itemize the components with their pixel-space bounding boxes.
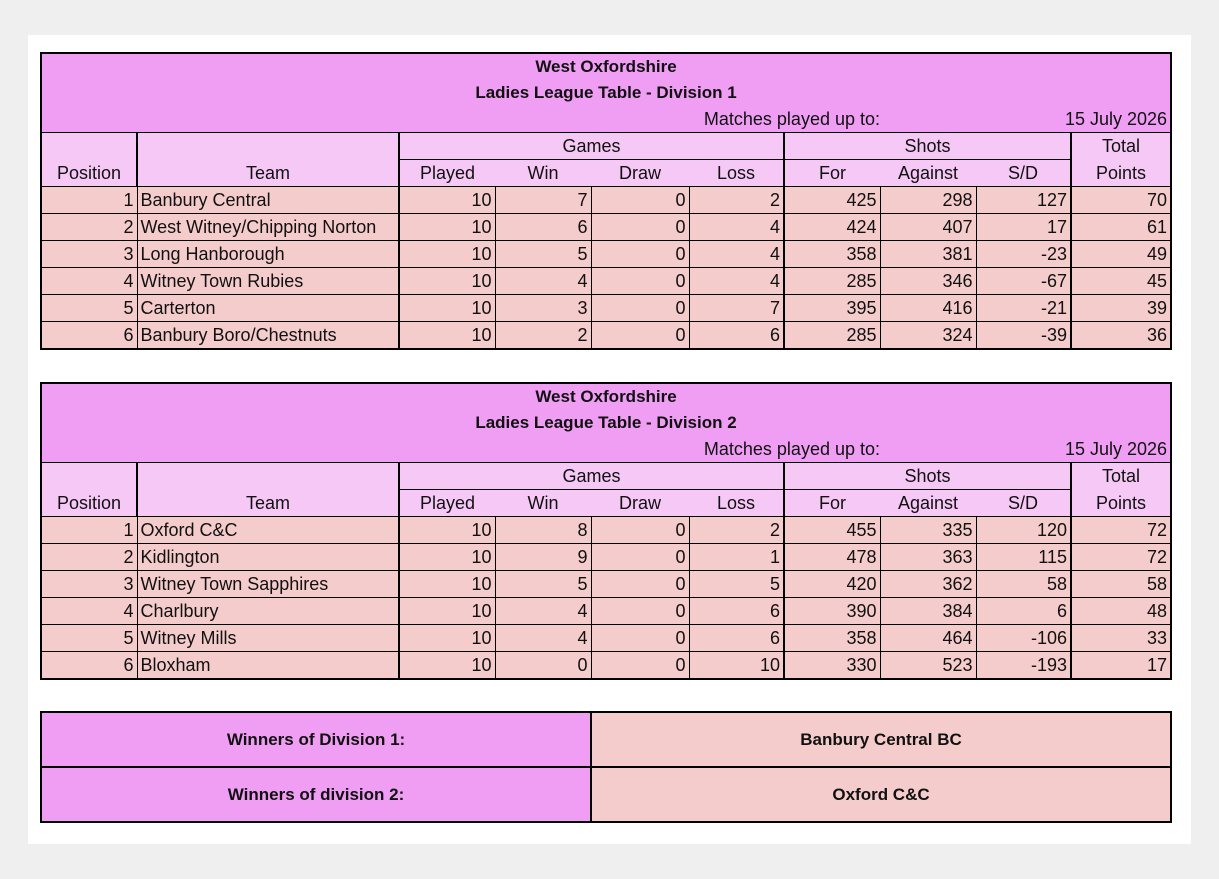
- cell-team: Banbury Boro/Chestnuts: [137, 322, 399, 350]
- cell-points: 72: [1071, 544, 1171, 571]
- cell-for: 285: [784, 322, 880, 350]
- cell-sd: -193: [976, 652, 1071, 680]
- cell-played: 10: [399, 322, 495, 350]
- cell-draw: 0: [591, 571, 689, 598]
- cell-win: 8: [495, 517, 591, 544]
- cell-against: 407: [880, 214, 976, 241]
- cell-win: 4: [495, 598, 591, 625]
- cell-draw: 0: [591, 187, 689, 214]
- cell-played: 10: [399, 268, 495, 295]
- cell-for: 358: [784, 241, 880, 268]
- cell-for: 425: [784, 187, 880, 214]
- cell-win: 4: [495, 625, 591, 652]
- cell-sd: -23: [976, 241, 1071, 268]
- cell-points: 45: [1071, 268, 1171, 295]
- cell-win: 5: [495, 241, 591, 268]
- cell-points: 48: [1071, 598, 1171, 625]
- cell-against: 362: [880, 571, 976, 598]
- loss-header: Loss: [689, 160, 784, 187]
- winners-division-2-value: Oxford C&C: [591, 767, 1171, 822]
- cell-loss: 6: [689, 598, 784, 625]
- games-group-header: Games: [399, 463, 784, 490]
- winners-division-1-value: Banbury Central BC: [591, 712, 1171, 767]
- for-header: For: [784, 490, 880, 517]
- table-title-line-2: Ladies League Table - Division 1: [41, 80, 1171, 106]
- cell-draw: 0: [591, 214, 689, 241]
- cell-position: 1: [41, 187, 137, 214]
- table-row: [41, 625, 1171, 652]
- cell-draw: 0: [591, 241, 689, 268]
- cell-points: 70: [1071, 187, 1171, 214]
- division-2-table: [40, 382, 1172, 680]
- cell-sd: -67: [976, 268, 1071, 295]
- table-row: [41, 322, 1171, 350]
- cell-position: 6: [41, 322, 137, 350]
- table-row: [41, 295, 1171, 322]
- cell-position: 5: [41, 295, 137, 322]
- cell-against: 464: [880, 625, 976, 652]
- cell-for: 455: [784, 517, 880, 544]
- cell-team: Banbury Central: [137, 187, 399, 214]
- cell-loss: 2: [689, 517, 784, 544]
- cell-team: Witney Town Rubies: [137, 268, 399, 295]
- cell-played: 10: [399, 295, 495, 322]
- table-row: [41, 214, 1171, 241]
- cell-position: 4: [41, 268, 137, 295]
- against-header: Against: [880, 490, 976, 517]
- cell-against: 381: [880, 241, 976, 268]
- table-row: [41, 571, 1171, 598]
- cell-points: 36: [1071, 322, 1171, 350]
- table-row: [41, 241, 1171, 268]
- cell-loss: 4: [689, 268, 784, 295]
- shots-group-header: Shots: [784, 463, 1071, 490]
- cell-for: 478: [784, 544, 880, 571]
- cell-loss: 1: [689, 544, 784, 571]
- cell-points: 72: [1071, 517, 1171, 544]
- cell-team: Kidlington: [137, 544, 399, 571]
- cell-for: 330: [784, 652, 880, 680]
- cell-team: Witney Town Sapphires: [137, 571, 399, 598]
- cell-for: 420: [784, 571, 880, 598]
- cell-points: 33: [1071, 625, 1171, 652]
- cell-draw: 0: [591, 625, 689, 652]
- table-title-line-2: Ladies League Table - Division 2: [41, 410, 1171, 436]
- table-row: [41, 652, 1171, 680]
- cell-against: 363: [880, 544, 976, 571]
- cell-sd: 127: [976, 187, 1071, 214]
- cell-against: 523: [880, 652, 976, 680]
- cell-for: 390: [784, 598, 880, 625]
- cell-points: 49: [1071, 241, 1171, 268]
- cell-loss: 6: [689, 322, 784, 350]
- cell-played: 10: [399, 214, 495, 241]
- cell-win: 5: [495, 571, 591, 598]
- cell-against: 298: [880, 187, 976, 214]
- cell-sd: 17: [976, 214, 1071, 241]
- cell-team: West Witney/Chipping Norton: [137, 214, 399, 241]
- against-header: Against: [880, 160, 976, 187]
- cell-position: 2: [41, 544, 137, 571]
- sd-header: S/D: [976, 490, 1071, 517]
- cell-position: 3: [41, 571, 137, 598]
- winners-row-1: [41, 712, 1171, 767]
- cell-position: 2: [41, 214, 137, 241]
- table-title-line-1: West Oxfordshire: [41, 383, 1171, 410]
- cell-points: 17: [1071, 652, 1171, 680]
- table-row: [41, 187, 1171, 214]
- cell-draw: 0: [591, 652, 689, 680]
- sd-header: S/D: [976, 160, 1071, 187]
- cell-sd: 115: [976, 544, 1071, 571]
- cell-win: 9: [495, 544, 591, 571]
- cell-against: 346: [880, 268, 976, 295]
- cell-win: 4: [495, 268, 591, 295]
- table-title-line-1: West Oxfordshire: [41, 53, 1171, 80]
- position-header: Position: [41, 490, 137, 517]
- cell-points: 58: [1071, 571, 1171, 598]
- cell-team: Oxford C&C: [137, 517, 399, 544]
- winners-table: [40, 711, 1172, 823]
- games-group-header: Games: [399, 133, 784, 160]
- cell-sd: -21: [976, 295, 1071, 322]
- cell-position: 6: [41, 652, 137, 680]
- shots-group-header: Shots: [784, 133, 1071, 160]
- cell-win: 0: [495, 652, 591, 680]
- loss-header: Loss: [689, 490, 784, 517]
- cell-draw: 0: [591, 322, 689, 350]
- cell-played: 10: [399, 241, 495, 268]
- cell-draw: 0: [591, 295, 689, 322]
- cell-played: 10: [399, 652, 495, 680]
- cell-position: 5: [41, 625, 137, 652]
- cell-draw: 0: [591, 517, 689, 544]
- cell-draw: 0: [591, 268, 689, 295]
- division-1-table: [40, 52, 1172, 350]
- cell-position: 1: [41, 517, 137, 544]
- cell-position: 4: [41, 598, 137, 625]
- cell-for: 424: [784, 214, 880, 241]
- winners-division-2-label: Winners of division 2:: [41, 767, 591, 822]
- cell-loss: 10: [689, 652, 784, 680]
- cell-points: 61: [1071, 214, 1171, 241]
- cell-loss: 6: [689, 625, 784, 652]
- cell-team: Charlbury: [137, 598, 399, 625]
- played-header: Played: [399, 490, 495, 517]
- cell-team: Bloxham: [137, 652, 399, 680]
- cell-win: 6: [495, 214, 591, 241]
- win-header: Win: [495, 490, 591, 517]
- cell-against: 416: [880, 295, 976, 322]
- spreadsheet-sheet: [28, 35, 1191, 844]
- cell-for: 358: [784, 625, 880, 652]
- draw-header: Draw: [591, 160, 689, 187]
- cell-played: 10: [399, 517, 495, 544]
- winners-division-1-label: Winners of Division 1:: [41, 712, 591, 767]
- matches-played-label: Matches played up to:: [41, 106, 880, 133]
- cell-points: 39: [1071, 295, 1171, 322]
- cell-win: 2: [495, 322, 591, 350]
- matches-played-date: 15 July 2026: [880, 106, 1171, 133]
- points-header: Points: [1071, 490, 1171, 517]
- cell-sd: 6: [976, 598, 1071, 625]
- win-header: Win: [495, 160, 591, 187]
- draw-header: Draw: [591, 490, 689, 517]
- cell-win: 3: [495, 295, 591, 322]
- cell-sd: -39: [976, 322, 1071, 350]
- cell-against: 324: [880, 322, 976, 350]
- cell-loss: 5: [689, 571, 784, 598]
- position-header: Position: [41, 160, 137, 187]
- cell-sd: 58: [976, 571, 1071, 598]
- cell-for: 285: [784, 268, 880, 295]
- for-header: For: [784, 160, 880, 187]
- cell-sd: 120: [976, 517, 1071, 544]
- cell-played: 10: [399, 625, 495, 652]
- cell-position: 3: [41, 241, 137, 268]
- total-header: Total: [1071, 133, 1171, 160]
- team-header: Team: [137, 160, 399, 187]
- cell-against: 384: [880, 598, 976, 625]
- cell-loss: 7: [689, 295, 784, 322]
- table-row: [41, 268, 1171, 295]
- matches-played-label: Matches played up to:: [41, 436, 880, 463]
- cell-draw: 0: [591, 544, 689, 571]
- cell-team: Witney Mills: [137, 625, 399, 652]
- cell-played: 10: [399, 571, 495, 598]
- cell-loss: 4: [689, 214, 784, 241]
- matches-played-date: 15 July 2026: [880, 436, 1171, 463]
- cell-played: 10: [399, 598, 495, 625]
- table-row: [41, 544, 1171, 571]
- cell-loss: 4: [689, 241, 784, 268]
- cell-loss: 2: [689, 187, 784, 214]
- cell-played: 10: [399, 544, 495, 571]
- cell-team: Carterton: [137, 295, 399, 322]
- played-header: Played: [399, 160, 495, 187]
- points-header: Points: [1071, 160, 1171, 187]
- table-row: [41, 598, 1171, 625]
- cell-for: 395: [784, 295, 880, 322]
- cell-against: 335: [880, 517, 976, 544]
- total-header: Total: [1071, 463, 1171, 490]
- cell-played: 10: [399, 187, 495, 214]
- winners-row-2: [41, 767, 1171, 822]
- table-row: [41, 517, 1171, 544]
- cell-draw: 0: [591, 598, 689, 625]
- cell-win: 7: [495, 187, 591, 214]
- cell-sd: -106: [976, 625, 1071, 652]
- cell-team: Long Hanborough: [137, 241, 399, 268]
- team-header: Team: [137, 490, 399, 517]
